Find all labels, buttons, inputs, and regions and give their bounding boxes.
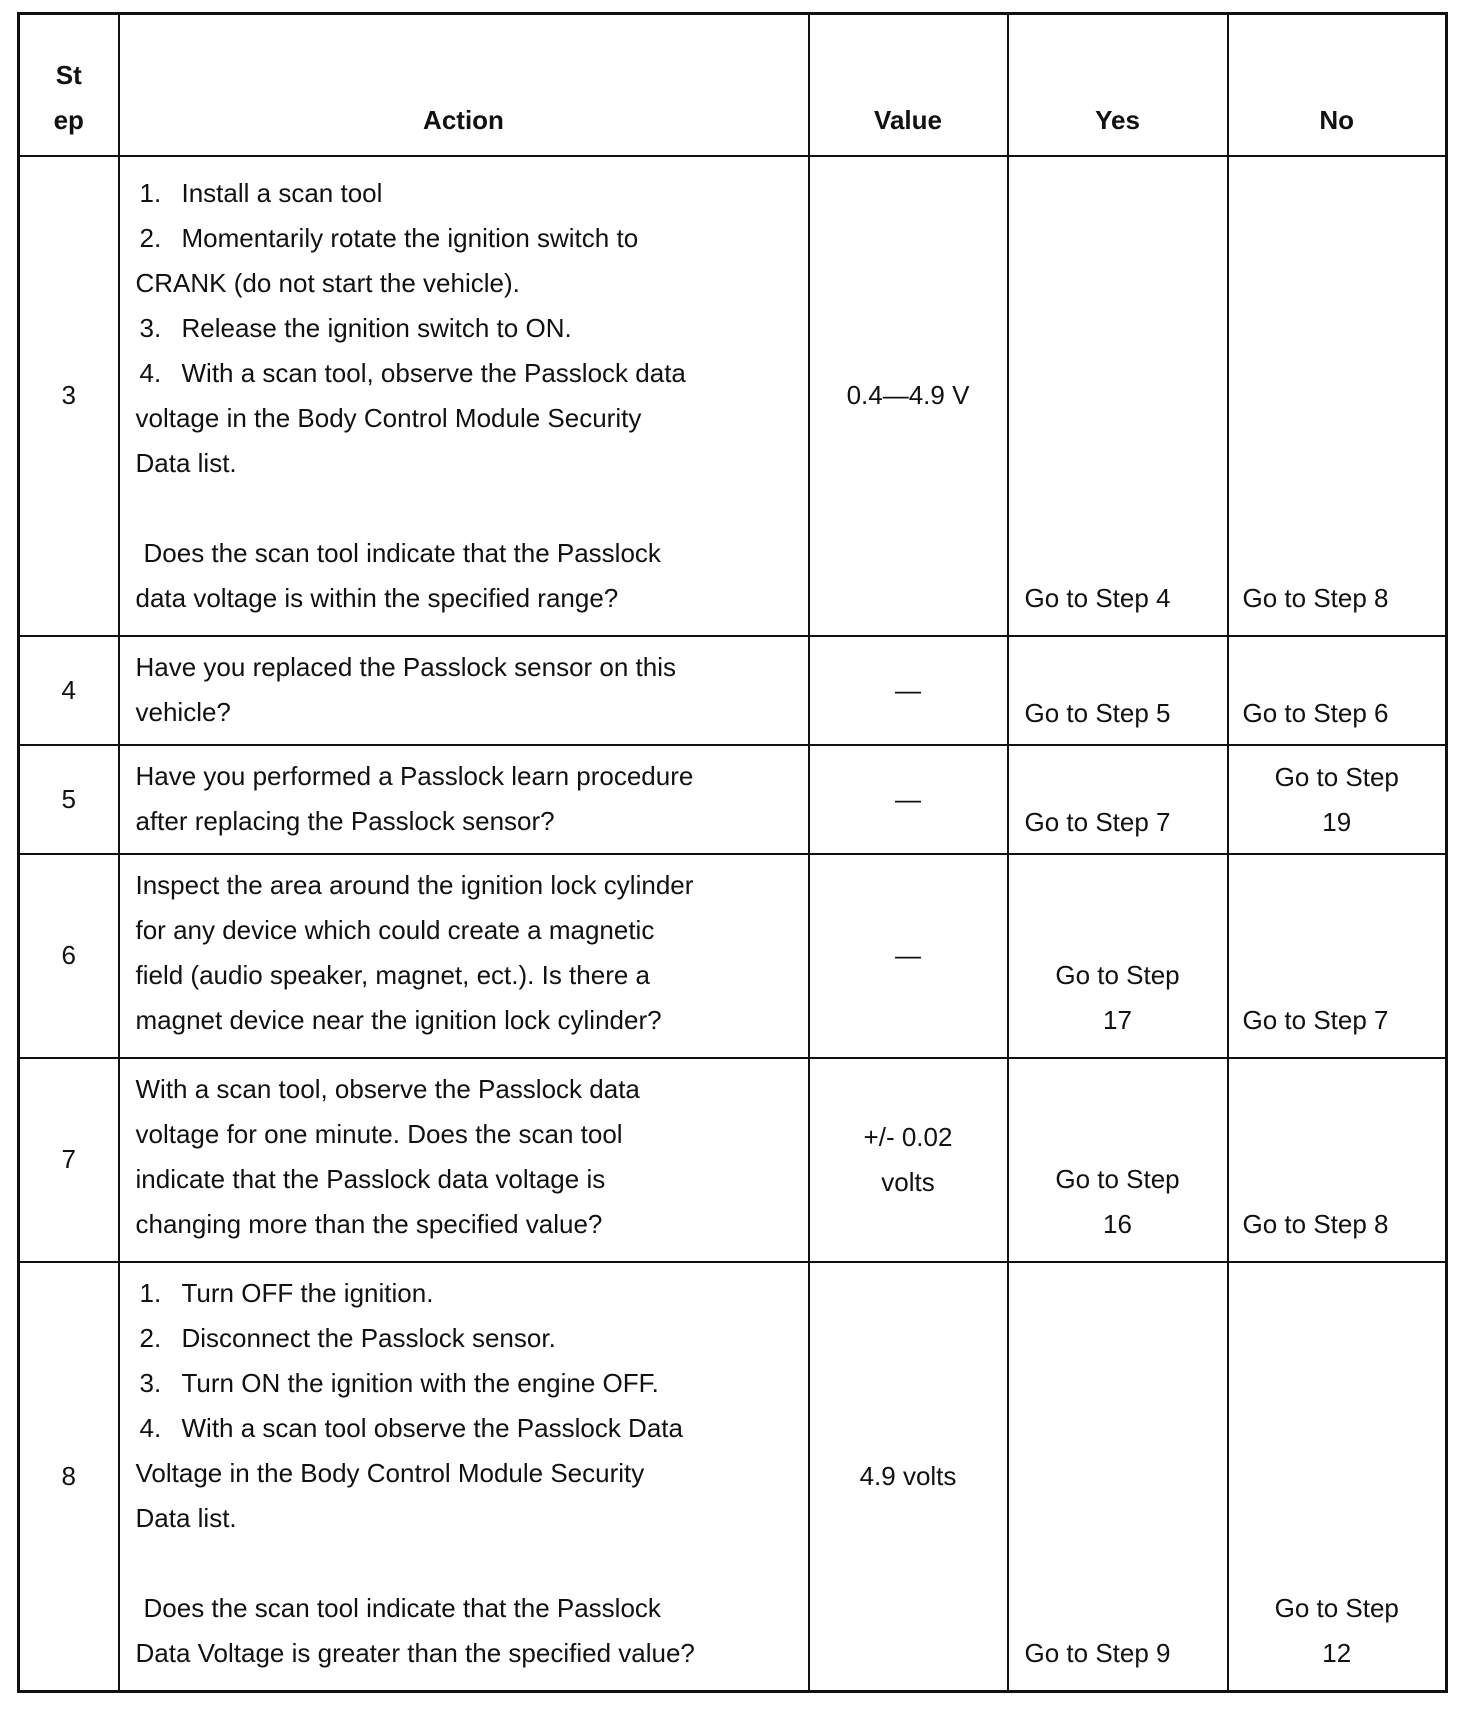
list-item: 4. With a scan tool, observe the Passlock data <box>139 357 686 388</box>
step-number: 8 <box>19 1262 119 1692</box>
step-number: 4 <box>19 636 119 745</box>
question-text: Does the scan tool indicate that the Passlock <box>143 1592 661 1623</box>
question-text: Does the scan tool indicate that the Passlock <box>143 537 661 568</box>
action-cell: Inspect the area around the ignition lock cylinder for any device which could create a magnetic field (audio speaker, magnet, ect.). Is there a magnet device near the ignition lock cylinder? <box>119 854 809 1058</box>
header-row <box>19 14 1447 156</box>
yes-cell: Go to Step 16 <box>1008 1058 1228 1262</box>
no-cell: Go to Step 7 <box>1228 854 1447 1058</box>
action-cell: With a scan tool, observe the Passlock data voltage for one minute. Does the scan tool indicate that the Passlock data voltage is changing more than the specified value? <box>119 1058 809 1262</box>
header-no: No <box>1228 14 1447 156</box>
yes-cell: Go to Step 4 <box>1008 156 1228 636</box>
header-yes: Yes <box>1008 14 1228 156</box>
action-cell: Have you replaced the Passlock sensor on this vehicle? <box>119 636 809 745</box>
question-text: data voltage is within the specified range? <box>135 582 619 613</box>
table-row <box>19 1058 1447 1262</box>
list-item-continuation: Data list. <box>135 447 237 478</box>
yes-cell: Go to Step 9 <box>1008 1262 1228 1692</box>
action-cell <box>119 156 809 636</box>
step-number: 6 <box>19 854 119 1058</box>
list-item: 1. Install a scan tool <box>139 177 383 208</box>
yes-cell: Go to Step 17 <box>1008 854 1228 1058</box>
diagnostic-table <box>17 12 1448 1693</box>
no-cell: Go to Step 19 <box>1228 745 1447 854</box>
value-cell: 0.4—4.9 V <box>809 156 1008 636</box>
no-cell: Go to Step 8 <box>1228 156 1447 636</box>
question-text: Data Voltage is greater than the specified value? <box>135 1637 695 1668</box>
value-cell: 4.9 volts <box>809 1262 1008 1692</box>
table-row <box>19 745 1447 854</box>
list-item: 4. With a scan tool observe the Passlock Data <box>139 1412 683 1443</box>
list-item-continuation: Data list. <box>135 1502 237 1533</box>
list-item: 2. Momentarily rotate the ignition switch to <box>139 222 639 253</box>
step-number: 5 <box>19 745 119 854</box>
header-value: Value <box>809 14 1008 156</box>
table-row <box>19 1262 1447 1692</box>
table-row <box>19 854 1447 1058</box>
step-number: 7 <box>19 1058 119 1262</box>
no-cell: Go to Step 8 <box>1228 1058 1447 1262</box>
table-row <box>19 636 1447 745</box>
yes-cell: Go to Step 7 <box>1008 745 1228 854</box>
list-item-continuation: voltage in the Body Control Module Security <box>135 402 642 433</box>
list-item: 3. Turn ON the ignition with the engine OFF. <box>139 1367 659 1398</box>
step-number: 3 <box>19 156 119 636</box>
header-action: Action <box>119 14 809 156</box>
yes-cell: Go to Step 5 <box>1008 636 1228 745</box>
action-cell: Have you performed a Passlock learn procedure after replacing the Passlock sensor? <box>119 745 809 854</box>
list-item-continuation: Voltage in the Body Control Module Security <box>135 1457 645 1488</box>
list-item: 2. Disconnect the Passlock sensor. <box>139 1322 556 1353</box>
header-step: St ep <box>19 14 119 156</box>
list-item: 3. Release the ignition switch to ON. <box>139 312 572 343</box>
value-cell: — <box>809 745 1008 854</box>
list-item: 1. Turn OFF the ignition. <box>139 1277 434 1308</box>
list-item-continuation: CRANK (do not start the vehicle). <box>135 267 520 298</box>
value-cell: — <box>809 854 1008 1058</box>
value-cell: — <box>809 636 1008 745</box>
action-cell <box>119 1262 809 1692</box>
value-cell: +/- 0.02 volts <box>809 1058 1008 1262</box>
no-cell: Go to Step 6 <box>1228 636 1447 745</box>
table-row <box>19 156 1447 636</box>
no-cell: Go to Step 12 <box>1228 1262 1447 1692</box>
